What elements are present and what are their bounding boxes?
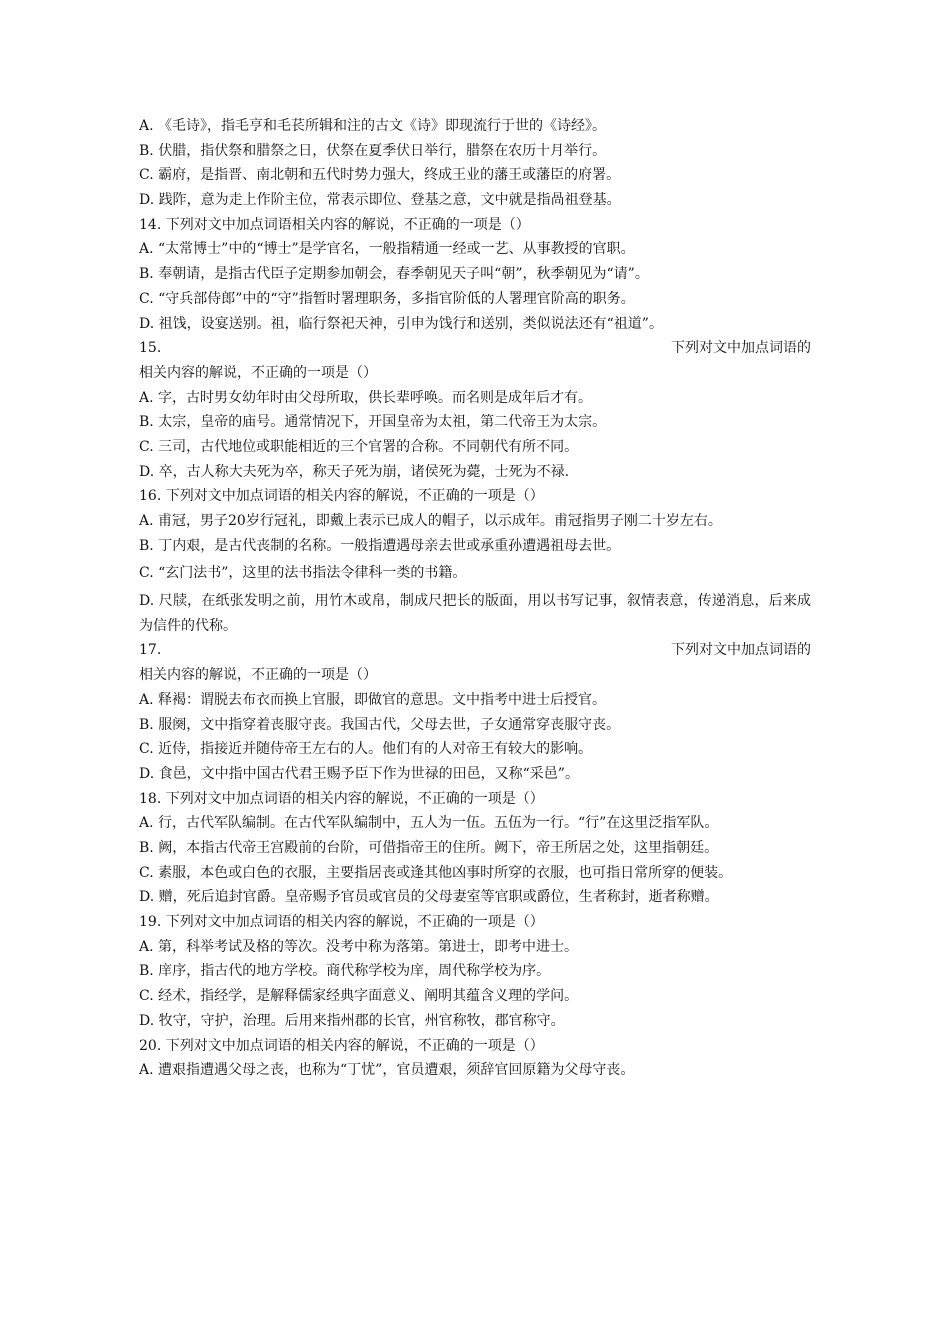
option-line: B. 太宗，皇帝的庙号。通常情况下，开国皇帝为太祖，第二代帝王为太宗。	[139, 414, 607, 431]
option-line: A. 甫冠，男子20岁行冠礼，即戴上表示已成人的帽子，以示成年。甫冠指男子刚二十岁左右。	[139, 513, 722, 529]
question-17	[139, 638, 811, 663]
option-line: C. “玄门法书”，这里的法书指法令律科一类的书籍。	[139, 565, 467, 582]
option-line: D. 食邑，文中指中国古代君王赐予臣下作为世禄的田邑，又称“采邑”。	[139, 765, 579, 782]
option-line: B. 奉朝请，是指古代臣子定期参加朝会，春季朝见天子叫“朝”，秋季朝见为“请”。	[139, 266, 649, 283]
option-line: C. “守兵部侍郎”中的“守”指暂时署理职务，多指官阶低的人署理官阶高的职务。	[139, 290, 635, 307]
document-page	[139, 114, 811, 1083]
option-line: A. 第，科举考试及格的等次。没考中称为落第。第进士，即考中进士。	[139, 938, 579, 955]
option-line: B. 服阕，文中指穿着丧服守丧。我国古代，父母去世，子女通常穿丧服守丧。	[139, 716, 621, 733]
option-line: B. 伏腊，指伏祭和腊祭之日，伏祭在夏季伏日举行，腊祭在农历十月举行。	[139, 142, 607, 159]
question-20: 20. 下列对文中加点词语的相关内容的解说，不正确的一项是（）	[139, 1037, 544, 1054]
question-16: 16. 下列对文中加点词语的相关内容的解说，不正确的一项是（）	[139, 488, 544, 505]
option-line: A. “太常博士”中的“博士”是学官名，一般指精通一经或一艺、从事教授的官职。	[139, 241, 635, 258]
question-number: 15.	[139, 340, 162, 357]
option-line: B. 丁内艰，是古代丧制的名称。一般指遭遇母亲去世或承重孙遭遇祖母去世。	[139, 537, 621, 554]
option-line: D. 牧守，守护，治理。后用来指州郡的长官，州官称牧，郡官称守。	[139, 1012, 565, 1029]
option-line: C. 素服，本色或白色的衣服，主要指居丧或逢其他凶事时所穿的衣服，也可指日常所穿的便装。	[139, 864, 733, 881]
option-line: D. 卒，古人称大夫死为卒，称天子死为崩，诸侯死为薨，士死为不禄.	[139, 463, 570, 480]
option-line: D. 赠，死后追封官爵。皇帝赐予官员或官员的父母妻室等官职或爵位，生者称封，逝者称赠。	[139, 889, 719, 906]
option-line: C. 经术，指经学，是解释儒家经典字面意义、阐明其蕴含义理的学问。	[139, 988, 579, 1005]
option-line: A. 《毛诗》，指毛亨和毛苌所辑和注的古文《诗》即现流行于世的《诗经》。	[139, 118, 607, 134]
question-text-continued: 相关内容的解说，不正确的一项是（）	[139, 667, 377, 684]
option-line: A. 释褐：谓脱去布衣而换上官服，即做官的意思。文中指考中进士后授官。	[139, 691, 607, 708]
option-line: A. 行，古代军队编制。在古代军队编制中，五人为一伍。五伍为一行。“行”在这里泛指军队。	[139, 815, 719, 832]
question-text-start: 下列对文中加点词语的	[671, 340, 811, 357]
question-text-start: 下列对文中加点词语的	[671, 642, 811, 659]
question-number: 17.	[139, 642, 162, 659]
option-line: C. 霸府，是指晋、南北朝和五代时势力强大，终成王业的藩王或藩臣的府署。	[139, 167, 621, 184]
option-line: C. 近侍，指接近并随侍帝王左右的人。他们有的人对帝王有较大的影响。	[139, 741, 593, 758]
option-line: D. 祖饯，设宴送别。祖，临行祭祀天神，引申为饯行和送别，类似说法还有“祖道”。	[139, 315, 663, 332]
option-line: B. 庠序，指古代的地方学校。商代称学校为庠，周代称学校为序。	[139, 963, 551, 980]
option-line: A. 遭艰指遭遇父母之丧，也称为“丁忧”，官员遭艰，须辞官回原籍为父母守丧。	[139, 1062, 635, 1079]
option-line: D. 践阼，意为走上作阶主位，常表示即位、登基之意，文中就是指咼祖登基。	[139, 192, 621, 209]
question-19: 19. 下列对文中加点词语的相关内容的解说，不正确的一项是（）	[139, 914, 544, 931]
option-line: C. 三司，古代地位或职能相近的三个官署的合称。不同朝代有所不同。	[139, 438, 579, 455]
option-line: B. 阙，本指古代帝王宫殿前的台阶，可借指帝王的住所。阙下，帝王所居之处，这里指朝廷。	[139, 840, 719, 856]
question-18: 18. 下列对文中加点词语的相关内容的解说，不正确的一项是（）	[139, 790, 544, 807]
option-line: A. 字，古时男女幼年时由父母所取，供长辈呼唤。而名则是成年后才有。	[139, 389, 593, 406]
question-text-continued: 相关内容的解说，不正确的一项是（）	[139, 364, 377, 381]
question-15	[139, 336, 811, 361]
question-14: 14. 下列对文中加点词语相关内容的解说，不正确的一项是（）	[139, 216, 530, 233]
option-line: D. 尺牍，在纸张发明之前，用竹木或帛，制成尺把长的版面，用以书写记事，叙情表意，传递消息，后来成为信件的代称。	[139, 593, 811, 634]
